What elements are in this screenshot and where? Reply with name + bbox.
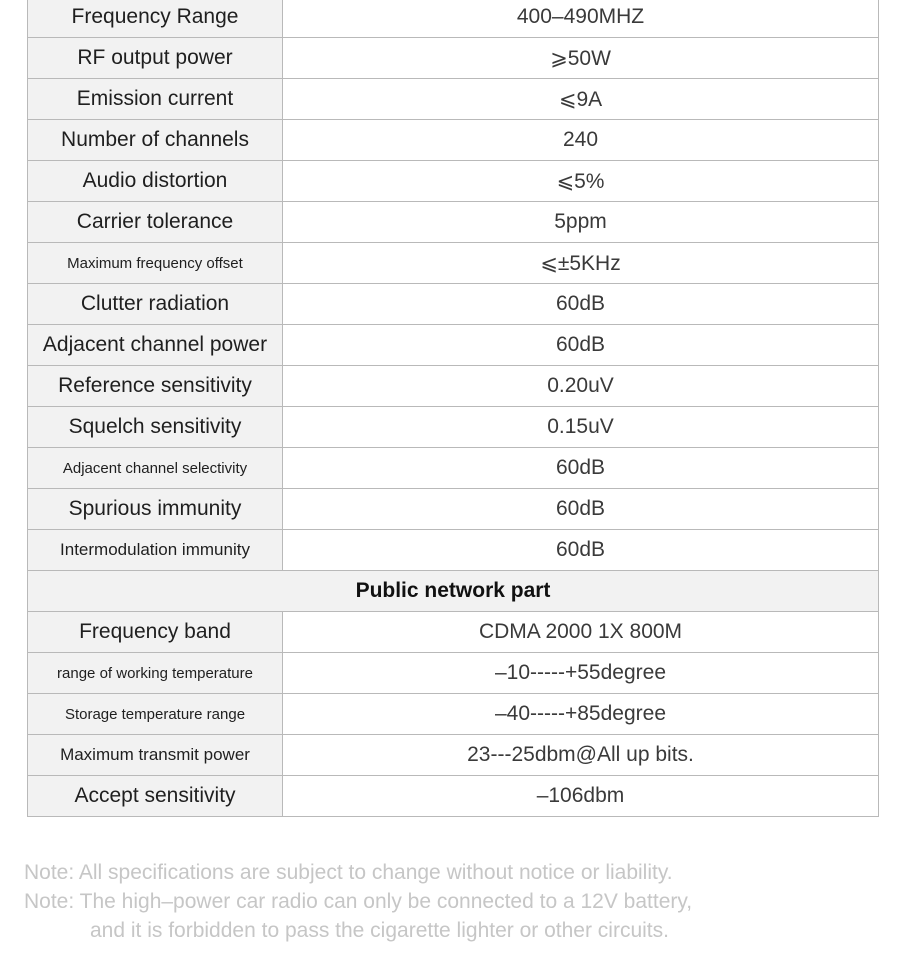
section-title: Public network part: [28, 571, 879, 612]
notes: [24, 858, 884, 945]
spec-value: 23---25dbm@All up bits.: [283, 735, 879, 776]
spec-label: Maximum transmit power: [28, 735, 283, 776]
table-row: [28, 530, 879, 571]
table-row: [28, 243, 879, 284]
table-row: [28, 202, 879, 243]
spec-value: ⩽±5KHz: [283, 243, 879, 284]
spec-value: ⩽9A: [283, 79, 879, 120]
table-row: [28, 776, 879, 817]
table-row: [28, 0, 879, 38]
spec-label: Number of channels: [28, 120, 283, 161]
spec-value: 60dB: [283, 284, 879, 325]
table-row: [28, 284, 879, 325]
table-row: [28, 653, 879, 694]
spec-value: –40-----+85degree: [283, 694, 879, 735]
table-row: [28, 161, 879, 202]
spec-label: Intermodulation immunity: [28, 530, 283, 571]
spec-label: Spurious immunity: [28, 489, 283, 530]
spec-label: Frequency band: [28, 612, 283, 653]
table-row: [28, 120, 879, 161]
spec-label: Frequency Range: [28, 0, 283, 38]
table-row: [28, 694, 879, 735]
spec-value: ⩾50W: [283, 38, 879, 79]
spec-table: [27, 0, 879, 817]
spec-label: RF output power: [28, 38, 283, 79]
spec-value: 5ppm: [283, 202, 879, 243]
note-battery-line2: and it is forbidden to pass the cigarette lighter or other circuits.: [90, 919, 669, 942]
table-row: [28, 407, 879, 448]
spec-value: 60dB: [283, 325, 879, 366]
note-battery-line1: Note: The high–power car radio can only be connected to a 12V battery,: [24, 890, 693, 913]
section-header-row: [28, 571, 879, 612]
spec-label: Storage temperature range: [28, 694, 283, 735]
table-row: [28, 489, 879, 530]
spec-label: Carrier tolerance: [28, 202, 283, 243]
spec-label: Adjacent channel selectivity: [28, 448, 283, 489]
table-row: [28, 612, 879, 653]
table-row: [28, 366, 879, 407]
spec-value: –106dbm: [283, 776, 879, 817]
spec-label: Maximum frequency offset: [28, 243, 283, 284]
spec-value: ⩽5%: [283, 161, 879, 202]
spec-label: Clutter radiation: [28, 284, 283, 325]
spec-value: 60dB: [283, 530, 879, 571]
spec-label: Audio distortion: [28, 161, 283, 202]
spec-value: CDMA 2000 1X 800M: [283, 612, 879, 653]
spec-label: Squelch sensitivity: [28, 407, 283, 448]
table-row: [28, 325, 879, 366]
table-row: [28, 79, 879, 120]
spec-value: 60dB: [283, 448, 879, 489]
table-row: [28, 735, 879, 776]
table-row: [28, 38, 879, 79]
spec-value: 60dB: [283, 489, 879, 530]
note-specifications: Note: All specifications are subject to change without notice or liability.: [24, 861, 673, 884]
spec-label: Reference sensitivity: [28, 366, 283, 407]
spec-value: –10-----+55degree: [283, 653, 879, 694]
spec-label: Accept sensitivity: [28, 776, 283, 817]
spec-label: range of working temperature: [28, 653, 283, 694]
spec-label: Adjacent channel power: [28, 325, 283, 366]
spec-value: 0.15uV: [283, 407, 879, 448]
spec-value: 400–490MHZ: [283, 0, 879, 38]
spec-value: 240: [283, 120, 879, 161]
spec-label: Emission current: [28, 79, 283, 120]
spec-value: 0.20uV: [283, 366, 879, 407]
table-row: [28, 448, 879, 489]
